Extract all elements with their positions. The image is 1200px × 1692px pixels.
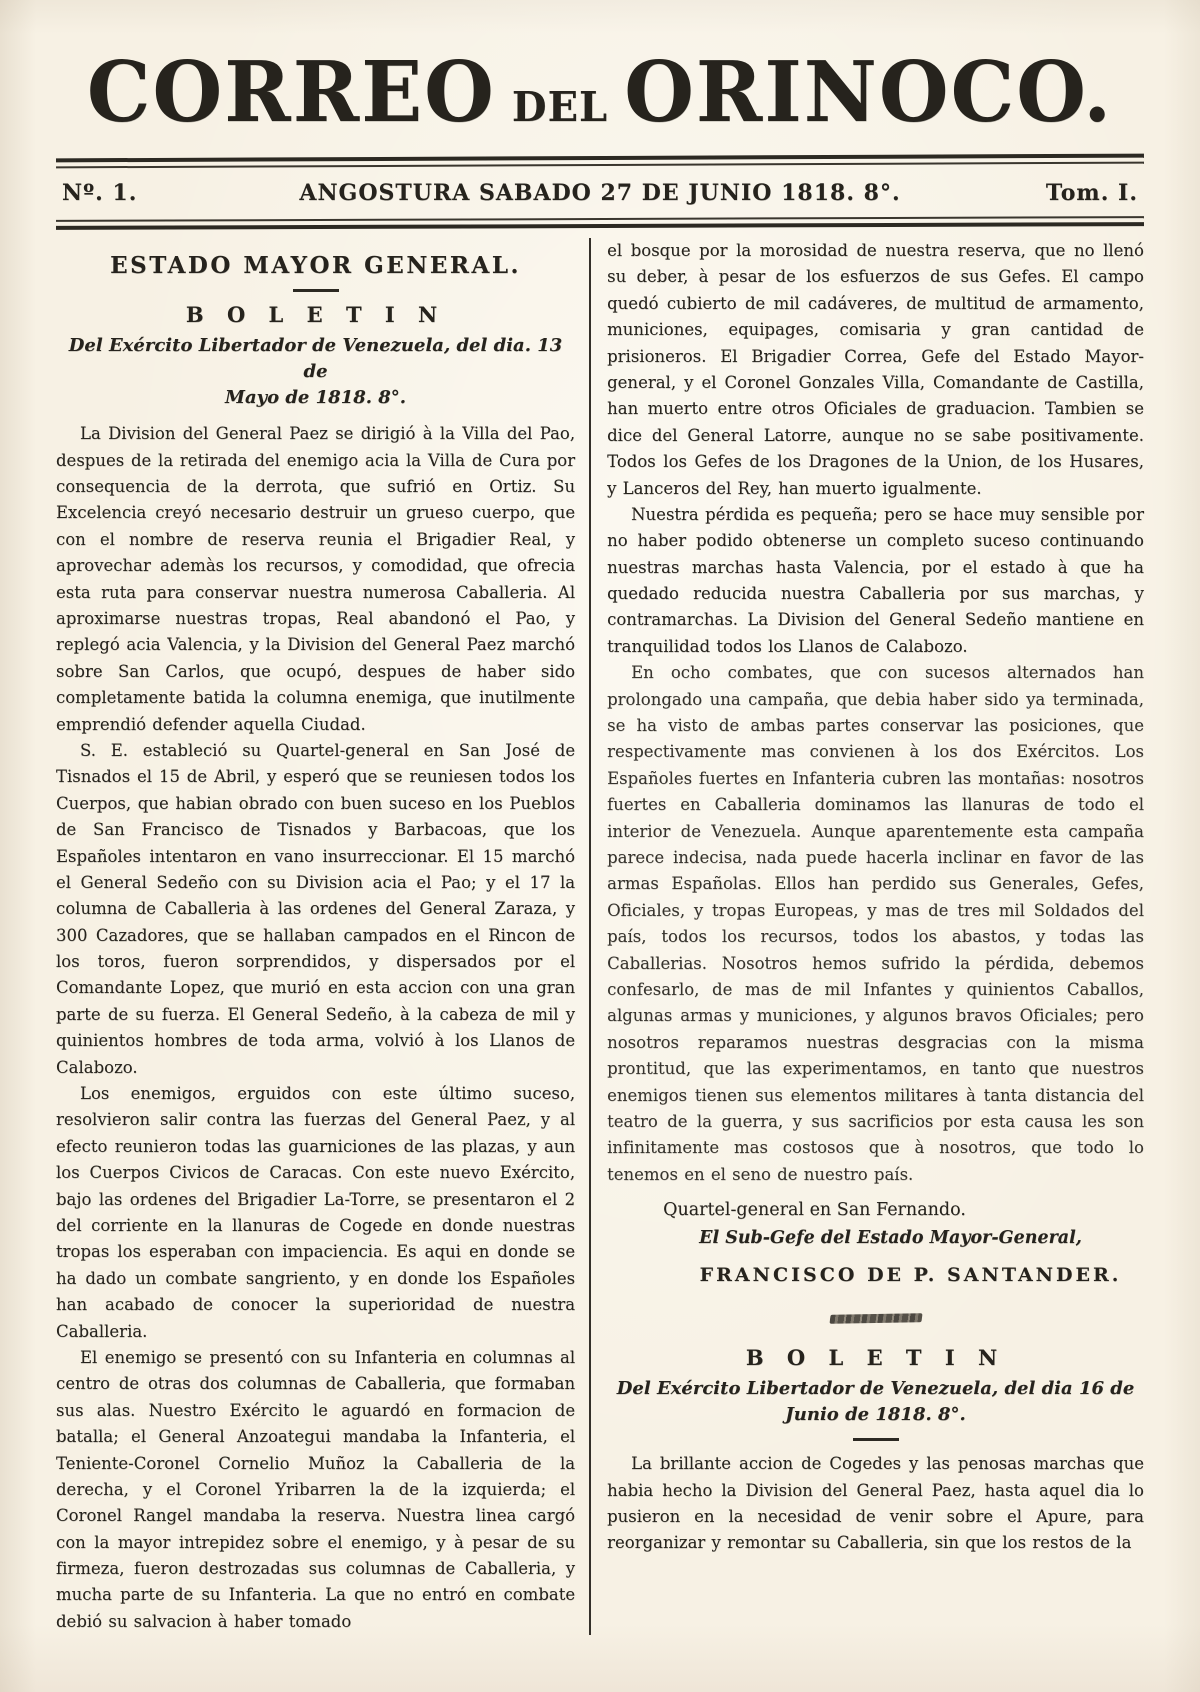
- paragraph: La brillante accion de Cogedes y las penosas marchas que habia hecho la Division del General Paez, hasta aquel dia lo pusieron en la necesidad de venir sobre el Apure, para reorganizar y remontar su Caballeria, sin que los restos de la: [607, 1454, 1144, 1553]
- right-column: [589, 238, 1144, 1635]
- issue-number: Nº. 1.: [62, 180, 138, 206]
- bulletin-2-rule: [853, 1438, 899, 1441]
- masthead-rule-bottom: [56, 216, 1144, 230]
- paragraph: S. E. estableció su Quartel-general en San José de Tisnados el 15 de Abril, y esperó que se reuniesen todos los Cuerpos, que habian obrado con buen suceso en los Pueblos de San Francisco de Tisnados y Barbacoas, que los Españoles intentaron en vano insurreccionar. El 15 marchó el General Sedeño con su Division acia el Pao; y el 17 la columna de Caballeria à las ordenes del General Zaraza, y 300 Cazadores, que se hallaban campados en el Rincon de los toros, fueron sorprendidos, y dispersados por el Comandante Lopez, que murió en esta accion con una gran parte de su fuerza. El General Sedeño, à la cabeza de mil y quinientos hombres de toda arma, volvió à los Llanos de Calabozo.: [56, 740, 576, 1077]
- volume-label: Tom. I.: [1045, 180, 1138, 206]
- section-heading: ESTADO MAYOR GENERAL.: [110, 252, 522, 279]
- heading-rule: [293, 289, 339, 292]
- paragraph: La Division del General Paez se dirigió à la Villa del Pao, despues de la retirada del enemigo acia la Villa de Cura por consequencia de la derrota, que sufrió en Ortiz. Su Excelencia creyó necesario destruir un grueso cuerpo, que con el nombre de reserva reunia el Brigadier Real, y aprovechar ademàs los recursos, y comodidad, que ofrecia esta ruta para conservar nuestra numerosa Caballeria. Al aproximarse nuestras tropas, Real abandonó el Pao, y replegó acia Valencia, y la Division del General Paez marchó sobre San Carlos, que ocupó, despues de haber sido completamente batida la columna enemiga, que inutilmente emprendió defender aquella Ciudad.: [56, 424, 576, 734]
- paragraph: Nuestra pérdida es pequeña; pero se hace muy sensible por no haber podido obtenerse un completo suceso continuando nuestras marchas hasta Valencia, por el estado à que ha quedado reducida nuestra Caballeria por sus marchas, y contramarchas. La Division del General Sedeño mantiene en tranquilidad todos los Llanos de Calabozo.: [607, 504, 1144, 656]
- bulletin-1-subtitle-line1: Del Exército Libertador de Venezuela, del dia. 13 de: [68, 335, 563, 383]
- dateline-row: [56, 166, 1144, 218]
- ornament-divider-icon: [829, 1313, 922, 1324]
- dateline: ANGOSTURA SABADO 27 DE JUNIO 1818. 8°.: [299, 180, 901, 206]
- left-column: [56, 238, 589, 1635]
- bulletin-1-title: B O L E T I N: [185, 302, 446, 327]
- title-word-orinoco: ORINOCO.: [624, 43, 1114, 141]
- title-word-del: DEL: [511, 82, 609, 132]
- newspaper-title: [56, 43, 1144, 141]
- bulletin-1-subtitle: [56, 333, 575, 411]
- place-line: Quartel-general en San Fernando.: [663, 1200, 966, 1221]
- title-word-correo: CORREO: [86, 43, 496, 141]
- bulletin-2-subtitle-line2: Junio de 1818. 8°.: [785, 1404, 966, 1426]
- article-columns: [56, 238, 1144, 1635]
- bulletin-2-subtitle: [607, 1376, 1144, 1428]
- paragraph: En ocho combates, que con sucesos alternados han prolongado una campaña, que debia haber sido ya terminada, se ha visto de ambas partes conservar las posiciones, que respectivamente mas convienen à los dos Exércitos. Los Españoles fuertes en Infanteria cubren las montañas: nosotros fuertes en Caballeria dominamos las llanuras de todo el interior de Venezuela. Aunque aparentemente esta campaña parece indecisa, nada puede hacerla inclinar en favor de las armas Españolas. Ellos han perdido sus Generales, Gefes, Oficiales, y tropas Europeas, y mas de tres mil Soldados del país, todos los recursos, todos los abastos, y todas las Caballerias. Nosotros hemos sufrido la pérdida, debemos confesarlo, de mas de mil Infantes y quinientos Caballos, algunas armas y municiones, y algunos bravos Oficiales; pero nosotros reparamos nuestras desgracias con la misma prontitud, que las experimentamos, en tanto que nuestros enemigos tienen sus elementos militares à tanta distancia del teatro de la guerra, y sus sacrificios por esta causa les son infinitamente mas costosos que à nosotros, que todo lo tenemos en el seno de nuestro país.: [607, 663, 1144, 1184]
- masthead: [56, 43, 1144, 228]
- paragraph: El enemigo se presentó con su Infanteria en columnas al centro de otras dos columnas de Caballeria, que formaban sus alas. Nuestro Exército le aguardó en formacion de batalla; el General Anzoategui mandaba la Infanteria, el Teniente-Coronel Cornelio Muñoz la Caballeria de la derecha, y el Coronel Yribarren la de la izquierda; el Coronel Rangel mandaba la reserva. Nuestra linea cargó con la mayor intrepidez sobre el enemigo, y à pesar de su firmeza, fueron destrozadas sus columnas de Caballeria, y mucha parte de su Infanteria. La que no entró en combate debió su salvacion à haber tomado: [56, 1347, 576, 1631]
- signature-name: FRANCISCO DE P. SANTANDER.: [699, 1264, 1122, 1287]
- paragraph: el bosque por la morosidad de nuestra reserva, que no llenó su deber, à pesar de los esfuerzos de sus Gefes. El campo quedó cubierto de mil cadáveres, de multitud de armamento, municiones, equipages, comisaria y gran cantidad de prisioneros. El Brigadier Correa, Gefe del Estado Mayor-general, y el Coronel Gonzales Villa, Comandante de Castilla, han muerto entre otros Oficiales de graduacion. Tambien se dice del General Latorre, aunque no se sabe positivamente. Todos los Gefes de los Dragones de la Union, de los Husares, y Lanceros del Rey, han muerto igualmente.: [607, 241, 1144, 498]
- signature-role: El Sub-Gefe del Estado Mayor-General,: [699, 1228, 1082, 1249]
- bulletin-1-subtitle-line2: Mayo de 1818. 8°.: [225, 387, 407, 409]
- bulletin-2-title: B O L E T I N: [745, 1345, 1006, 1371]
- bulletin-2-subtitle-line1: Del Exército Libertador de Venezuela, del dia 16 de: [616, 1378, 1135, 1400]
- paragraph: Los enemigos, erguidos con este último suceso, resolvieron salir contra las fuerzas del General Paez, y al efecto reunieron todas las guarniciones de las plazas, y aun los Cuerpos Civicos de Caracas. Con este nuevo Exército, bajo las ordenes del Brigadier La-Torre, se presentaron el 2 del corriente en la llanuras de Cogede en donde nuestras tropas los esperaban con impaciencia. Es aqui en donde se ha dado un combate sangriento, y en donde los Españoles han acabado de conocer la superioridad de nuestra Caballeria.: [56, 1084, 576, 1341]
